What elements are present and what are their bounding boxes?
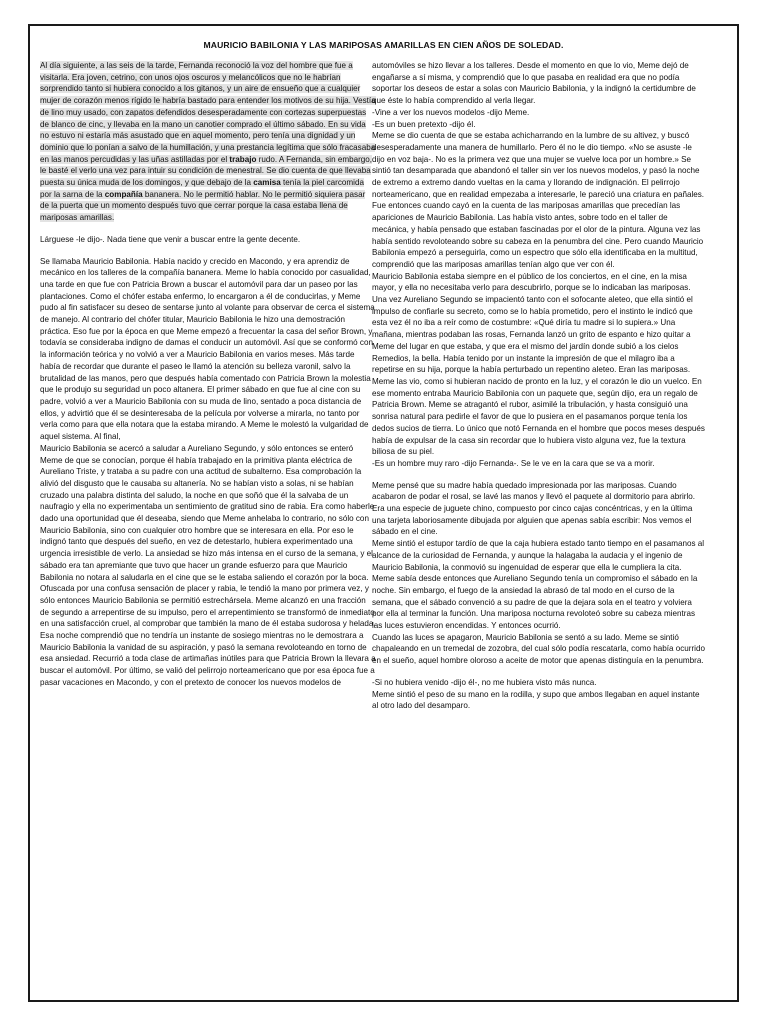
paragraph: Cuando las luces se apagaron, Mauricio Babilonia se sentó a su lado. Meme se sintió chapaleando en un tremedal de zozobra, del cual sólo podía rescatarla, como había ocurrido en el sueño, aquel hombre oloroso a aceite de motor que apenas distinguía en la penumbra. <box>372 632 705 666</box>
dialogue-line: -Es un hombre muy raro -dijo Fernanda-. Se le ve en la cara que se va a morir. <box>372 458 655 468</box>
paragraph: Mauricio Babilonia estaba siempre en el público de los conciertos, en el cine, en la misa mayor, y ella no necesitaba verlo para descubrirlo, porque se lo indicaban las mariposas. Una vez Aureliano Segundo se impacientó tanto con el sofocante aleteo, que ella sintió el impulso de confiarle su secreto, como se lo había prometido, pero el instinto le indicó que esta vez él no iba a reír como de costumbre: «Qué diría tu madre si lo supiera.» Una mañana, mientras podaban las rosas, Fernanda lanzó un grito de espanto e hizo quitar a Meme del lugar en que estaba, y que era el mismo del jardín donde subió a los cielos Remedios, la bella. Había tenido por un instante la impresión de que el milagro iba a repetirse en su hija, porque la había perturbado un repentino aleteo. Eran las mariposas. Meme las vio, como si hubieran nacido de pronto en la luz, y el corazón le dio un vuelco. En ese momento entraba Mauricio Babilonia con un paquete que, según dijo, era un regalo de Patricia Brown. Meme se atragantó el rubor, asimilé la tribulación, y hasta consiguió una sonrisa natural para pedirle el favor de que lo pusiera en el pasamanos porque tenía los dedos sucios de tierra. Lo único que notó Fernanda en el hombre que pocos meses después había de expulsar de la casa sin recordar que lo hubiera visto alguna vez, fue la textura biliosa de su piel. <box>372 271 705 457</box>
highlighted-text: Al día siguiente, a las seis de la tarde, Fernanda reconoció la voz del hombre que fue a visitarla. Era joven, cetrino, con unos ojos oscuros y melancólicos que no le habrían sorprendido tanto si hubiera conocido a los gitanos, y un aire de ensueño que a cualquier mujer de corazón menos rígido le habría bastado para entender los motivos de su hija. Vestía de lino muy usado, con zapatos defendidos desesperadamente con cortezas superpuestas de blanco de cinc, y llevaba en la mano un canotier comprado el último sábado. En su vida no estuvo ni estaría más asustado que en aquel momento, pero tenía una dignidad y un dominio que lo ponían a salvo de la humillación, y una prestancia legítima que sólo fracasaba en las manos percudidas y las uñas astilladas por el trabajo rudo. A Fernanda, sin embargo, le basté el verlo una vez para intuir su condición de menestral. Se dio cuenta de que llevaba puesta su única muda de los domingos, y que debajo de la camisa tenía la piel carcomida por la sarna de la compañía bananera. No le permitió hablar. No le permitió siquiera pasar de la puerta que un momento después tuvo que cerrar porque la casa estaba llena de mariposas amarillas. <box>40 61 376 223</box>
dialogue-line: -Si no hubiera venido -dijo él-, no me hubiera visto más nunca. <box>372 677 597 687</box>
paragraph: Meme se dio cuenta de que se estaba achicharrando en la lumbre de su altivez, y buscó desesperadamente una manera de humillarlo. Pero él no le dio tiempo. «No se asuste -le dijo en voz baja-. No es la primera vez que una mujer se vuelve loca por un hombre.» Se sintió tan desamparada que abandonó el taller sin ver los nuevos modelos, y pasó la noche de extremo a extremo dando vueltas en la cama y llorando de indignación. El pelirrojo norteamericano, que en realidad empezaba a interesarle, le pareció una criatura en pañales. Fue entonces cuando cayó en la cuenta de las mariposas amarillas que precedían las apariciones de Mauricio Babilonia. Las había visto antes, sobre todo en el taller de mecánica, y había pensado que estaban fascinadas por el olor de la pintura. Alguna vez las había sentido revoloteando sobre su cabeza en la penumbra del cine. Pero cuando Mauricio Babilonia empezó a perseguirla, como un espectro que sólo ella identificaba en la multitud, comprendió que las mariposas amarillas tenían algo que ver con él. <box>372 131 705 269</box>
paragraph: Meme sintió el estupor tardío de que la caja hubiera estado tanto tiempo en el pasamanos al alcance de la curiosidad de Fernanda, y aunque la halagaba la audacia y el ingenio de Mauricio Babilonia, la conmovió su ingenuidad de esperar que ella le cumpliera la cita. Meme sabía desde entonces que Aureliano Segundo tenía un compromiso el sábado en la noche. Sin embargo, el fuego de la ansiedad la abrasó de tal modo en el curso de la semana, que el sábado convenció a su padre de que la dejara sola en el teatro y volviera por ella al terminar la función. Una mariposa nocturna revoloteó sobre su cabeza mientras las luces estuvieron encendidas. Y entonces ocurrió. <box>372 539 705 631</box>
hyperlink-word[interactable]: compañía <box>104 189 143 199</box>
right-column <box>372 60 705 712</box>
hyperlink-word[interactable]: trabajo <box>229 154 257 164</box>
dialogue-line: -Es un buen pretexto -dijo él. <box>372 119 476 129</box>
paragraph: Mauricio Babilonia se acercó a saludar a Aureliano Segundo, y sólo entonces se enteró Meme de que se conocían, porque él había trabajado en la primitiva planta eléctrica de Aureliano Triste, y trataba a su padre con una actitud de subalterno. Esa comprobación la alivió del disgusto que le causaba su altanería. No se habían visto a solas, ni se habían cruzado una palabra distinta del saludo, la noche en que soñó que él la salvaba de un naufragio y ella no experimentaba un sentimiento de gratitud sino de rabia. Era como haberle dado una oportunidad que él deseaba, siendo que Meme anhelaba lo contrario, no sólo con Mauricio Babilonia, sino con cualquier otro hombre que se interesara en ella. Por eso le indignó tanto que después del sueño, en vez de detestarlo, hubiera experimentado una urgencia irresistible de verlo. La ansiedad se hizo más intensa en el curso de la semana, y el sábado era tan apremiante que tuvo que hacer un grande esfuerzo para que Mauricio Babilonia no notara al saludarla en el cine que se le estaba saliendo el corazón por la boca. Ofuscada por una confusa sensación de placer y rabia, le tendió la mano por primera vez, y sólo entonces Mauricio Babilonia se permitió estrechársela. Meme alcanzó en una fracción de segundo a arrepentirse de su impulso, pero el arrepentimiento se transformó de inmediato en una satisfacción cruel, al comprobar que también la mano de él estaba sudorosa y helada. Esa noche comprendió que no tendría un instante de sosiego mientras no le demostrara a Mauricio Babilonia la vanidad de su aspiración, y pasó la semana revoloteando en torno de esa ansiedad. Recurrió a toda clase de artimañas inútiles para que Patricia Brown la llevara a buscar el automóvil. Por último, se valió del pelirrojo norteamericano que por esa época fue a pasar vacaciones en Macondo, y con el pretexto de conocer los nuevos modelos de <box>40 443 376 687</box>
paragraph <box>40 60 376 224</box>
paragraph: Meme sintió el peso de su mano en la rodilla, y supo que ambos llegaban en aquel instante al otro lado del desamparo. <box>372 689 700 711</box>
paragraph: Meme pensé que su madre había quedado impresionada por las mariposas. Cuando acabaron de podar el rosal, se lavé las manos y llevó el paquete al dormitorio para abrirlo. Era una especie de juguete chino, compuesto por cinco cajas concéntricas, y en la última una tarjeta laboriosamente dibujada por alguien que apenas sabía escribir: Nos vemos el sábado en el cine. <box>372 480 696 537</box>
paragraph: Se llamaba Mauricio Babilonia. Había nacido y crecido en Macondo, y era aprendiz de mecánico en los talleres de la compañía bananera. Meme lo había conocido por casualidad, una tarde en que fue con Patricia Brown a buscar el automóvil para dar un paseo por las plantaciones. Como el chófer estaba enfermo, lo encargaron a él de conducirlas, y Meme pudo al fin satisfacer su deseo de sentarse junto al volante para observar de cerca el sistema de manejo. Al contrario del chófer titular, Mauricio Babilonia le hizo una demostración práctica. Eso fue por la época en que Meme empezó a frecuentar la casa del señor Brown, y todavía se consideraba indigno de damas el conducir un automóvil. Así que se conformó con la información teórica y no volvió a ver a Mauricio Babilonia en varios meses. Más tarde había de recordar que durante el paseo le llamó la atención su belleza varonil, salvo la brutalidad de las manos, pero que después había comentado con Patricia Brown la molestia que le produjo su seguridad un poco altanera. El primer sábado en que fue al cine con su padre, volvió a ver a Mauricio Babilonia con su muda de lino, sentado a poca distancia de ellos, y advirtió que él se desinteresaba de la película por volverse a mirarla, no tanto por verla como para que ella notara que la estaba mirando. A Meme le molestó la vulgaridad de aquel sistema. Al final, <box>40 256 375 442</box>
hyperlink-word[interactable]: camisa <box>253 178 281 188</box>
left-column <box>40 60 376 699</box>
paragraph: automóviles se hizo llevar a los talleres. Desde el momento en que lo vio, Meme dejó de engañarse a sí misma, y comprendió que lo que pasaba en realidad era que no podía soportar los deseos de estar a solas con Mauricio Babilonia, y la indignó la certidumbre de que éste lo había comprendido al verla llegar. <box>372 61 696 106</box>
dialogue-line: -Vine a ver los nuevos modelos -dijo Meme. <box>372 107 530 117</box>
document-title: MAURICIO BABILONIA Y LAS MARIPOSAS AMARILLAS EN CIEN AÑOS DE SOLEDAD. <box>203 40 564 50</box>
paragraph: Lárguese -le dijo-. Nada tiene que venir a buscar entre la gente decente. <box>40 234 301 244</box>
document-page <box>28 24 739 1002</box>
